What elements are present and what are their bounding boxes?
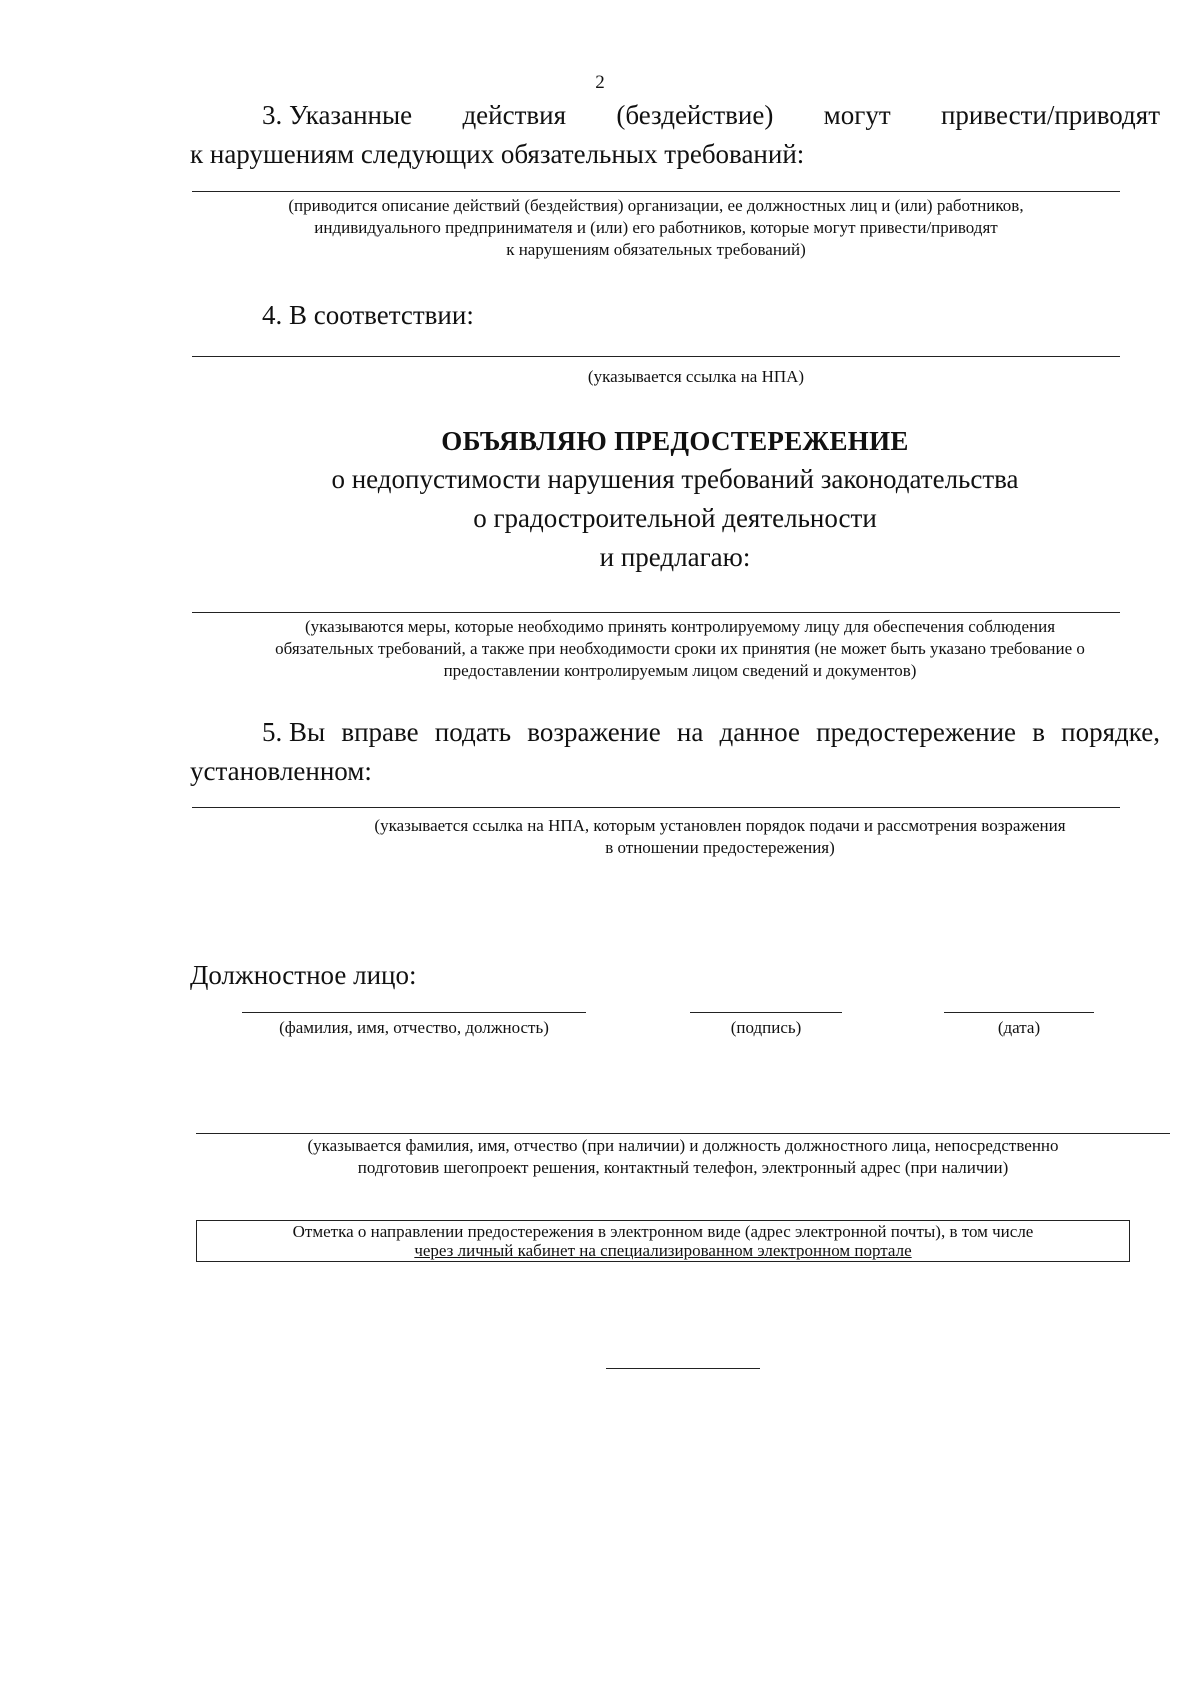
section-5-word: вправе <box>341 717 419 747</box>
electronic-delivery-line: Отметка о направлении предостережения в электронном виде (адрес электронной почты), в том числе <box>292 1222 1034 1241</box>
signature-fill-line <box>690 1012 842 1013</box>
date-caption: (дата) <box>997 1018 1041 1037</box>
end-of-document-rule <box>606 1368 760 1369</box>
measures-note <box>180 616 1180 682</box>
section-5-fill-line <box>192 807 1120 808</box>
electronic-delivery-line: через личный кабинет на специализированном электронном портале <box>414 1241 912 1260</box>
section-3-word: 3. Указанные <box>262 100 413 130</box>
section-4-paragraph: 4. В соответствии: <box>262 300 474 330</box>
section-3-word: привести/приводят <box>940 100 1160 130</box>
section-5-line-1 <box>190 713 1160 752</box>
page-number: 2 <box>595 72 605 93</box>
note-line: к нарушениям обязательных требований) <box>506 240 806 259</box>
warning-heading <box>190 422 1160 577</box>
signature-caption: (подпись) <box>730 1018 802 1037</box>
date-fill-line <box>944 1012 1094 1013</box>
warning-heading-line: и предлагаю: <box>599 542 751 572</box>
section-3-paragraph <box>190 96 1160 174</box>
section-3-word: (бездействие) <box>616 100 774 130</box>
electronic-delivery-box <box>196 1220 1130 1262</box>
warning-heading-title: ОБЪЯВЛЯЮ ПРЕДОСТЕРЕЖЕНИЕ <box>441 426 909 456</box>
note-line: (приводится описание действий (бездействия) организации, ее должностных лиц и (или) работников, <box>288 196 1024 215</box>
measures-fill-line <box>192 612 1120 613</box>
section-5-word: порядке, <box>1061 717 1160 747</box>
note-line: (указываются меры, которые необходимо принять контролируемому лицу для обеспечения соблюдения <box>304 617 1056 636</box>
note-line: предоставлении контролируемым лицом сведений и документов) <box>443 661 917 680</box>
note-line: в отношении предостережения) <box>605 838 835 857</box>
section-5-word: на <box>676 717 704 747</box>
note-line: индивидуального предпринимателя и (или) его работников, которые могут привести/приводят <box>314 218 998 237</box>
note-line: (указывается ссылка на НПА, которым установлен порядок подачи и рассмотрения возражения <box>374 816 1066 835</box>
section-5-word: возражение <box>527 717 661 747</box>
name-caption: (фамилия, имя, отчество, должность) <box>279 1018 549 1037</box>
section-5-word: предостережение <box>816 717 1017 747</box>
note-line: подготовив шегопроект решения, контактный телефон, электронный адрес (при наличии) <box>357 1158 1009 1177</box>
section-3-note <box>192 195 1120 261</box>
preparer-fill-line <box>196 1133 1170 1134</box>
section-5-note <box>290 815 1150 859</box>
section-3-fill-line <box>192 191 1120 192</box>
note-line: обязательных требований, а также при необходимости сроки их принятия (не может быть указано требование о <box>275 639 1085 658</box>
section-5-word: подать <box>434 717 512 747</box>
section-3-word: могут <box>823 100 891 130</box>
warning-heading-line: о градостроительной деятельности <box>473 503 877 533</box>
warning-heading-line: о недопустимости нарушения требований законодательства <box>331 464 1019 494</box>
section-3-line-1 <box>190 96 1160 135</box>
section-4-fill-line <box>192 356 1120 357</box>
section-5-word: данное <box>719 717 800 747</box>
section-4-note: (указывается ссылка на НПА) <box>587 367 805 386</box>
section-5-word: в <box>1032 717 1045 747</box>
section-5-word: 5. Вы <box>262 717 326 747</box>
official-label: Должностное лицо: <box>190 960 417 990</box>
preparer-note <box>196 1135 1170 1179</box>
note-line: (указывается фамилия, имя, отчество (при наличии) и должность должностного лица, непосредственно <box>307 1136 1059 1155</box>
section-3-word: действия <box>462 100 567 130</box>
section-3-line-2: к нарушениям следующих обязательных требований: <box>190 139 805 169</box>
name-fill-line <box>242 1012 586 1013</box>
section-5-paragraph <box>190 713 1160 791</box>
section-5-line-2: установленном: <box>190 756 372 786</box>
